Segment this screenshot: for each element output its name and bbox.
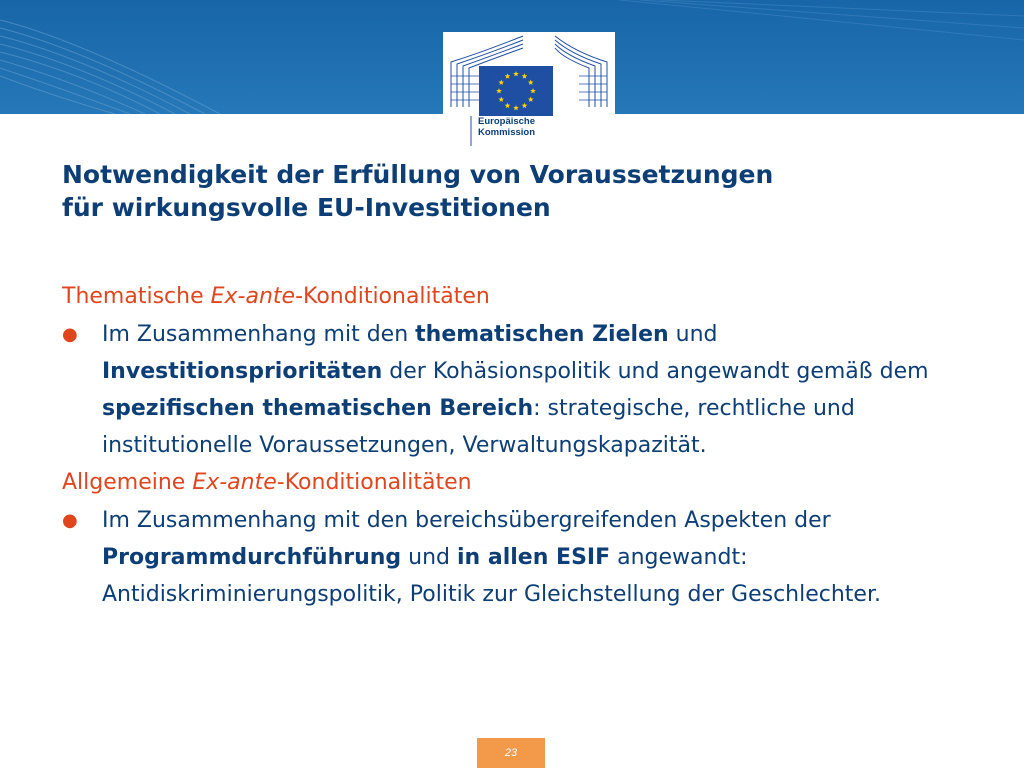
logo-line-2: Kommission: [478, 127, 536, 138]
heading-text: Thematische: [62, 284, 211, 309]
commission-logo: [443, 32, 615, 150]
bullet-bold: Investitionsprioritäten: [102, 359, 383, 384]
bullet-dot-icon: ●: [62, 510, 78, 531]
bullet-text: angewandt: Antidiskriminierungspolitik, Politik zur Gleichstellung der Geschlechter.: [102, 545, 881, 607]
page-number: [477, 738, 545, 768]
bullet-text: Im Zusammenhang mit den bereichsübergreifenden Aspekten der: [102, 508, 831, 533]
bullet-text: : strategische, rechtliche und institutionelle Voraussetzungen, Verwaltungskapazität.: [102, 396, 855, 458]
heading-text: -Konditionalitäten: [276, 470, 472, 495]
title-line-2: für wirkungsvolle EU-Investitionen: [62, 193, 551, 222]
bullet-dot-icon: ●: [62, 324, 78, 345]
bullet-text: der Kohäsionspolitik und angewandt gemäß dem: [382, 359, 929, 384]
section-heading-general: [62, 466, 962, 500]
bullet-thematic: [62, 316, 962, 464]
logo-line-1: Europäische: [478, 116, 536, 127]
bullet-text: und: [401, 545, 458, 570]
bullet-bold: in allen ESIF: [457, 545, 611, 570]
slide-content: [62, 280, 962, 615]
heading-italic: Ex-ante: [210, 284, 296, 309]
section-heading-thematic: [62, 280, 962, 314]
page-title: [62, 158, 942, 224]
bullet-text: Im Zusammenhang mit den: [102, 322, 416, 347]
bullet-bold: spezifischen thematischen Bereich: [102, 396, 534, 421]
page-number-text: 23: [504, 747, 518, 759]
heading-text: Allgemeine: [62, 470, 193, 495]
title-line-1: Notwendigkeit der Erfüllung von Voraussetzungen: [62, 160, 774, 189]
logo-text: [478, 116, 535, 138]
bullet-text: und: [668, 322, 718, 347]
bullet-bold: Programmdurchführung: [102, 545, 402, 570]
bullet-bold: thematischen Zielen: [415, 322, 669, 347]
heading-italic: Ex-ante: [192, 470, 277, 495]
heading-text: -Konditionalitäten: [295, 284, 490, 309]
bullet-general: [62, 502, 962, 613]
